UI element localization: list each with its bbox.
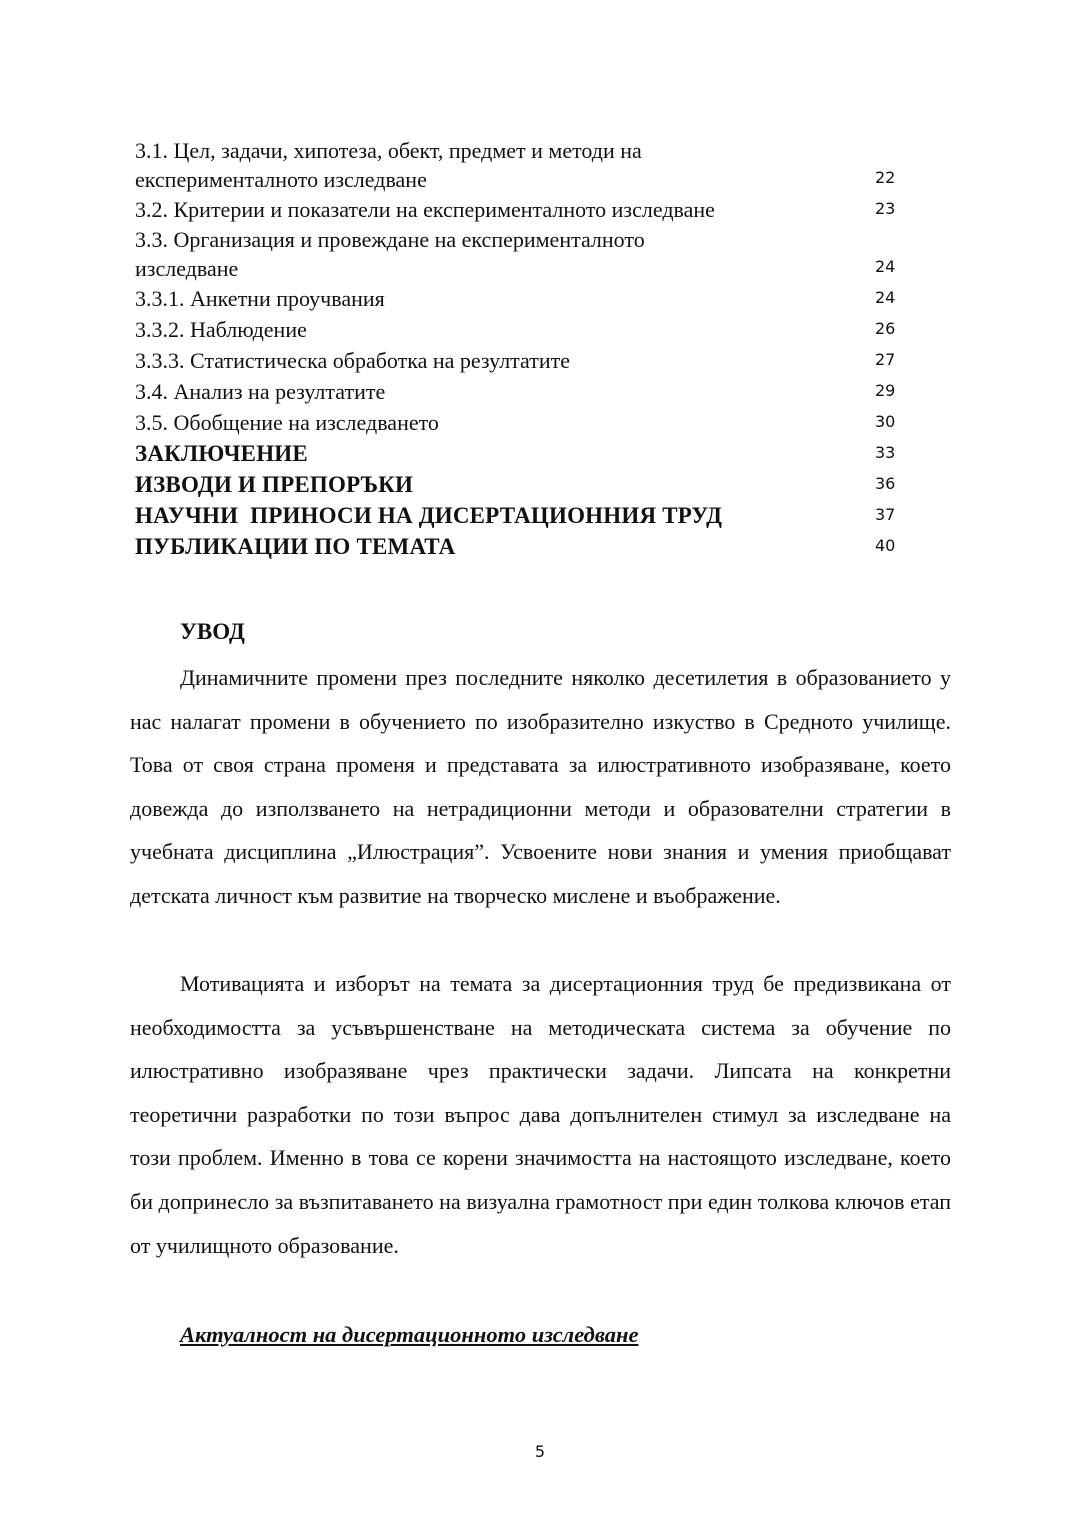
toc-entry-title-line2: експерименталното изследване [135,167,427,192]
toc-entry-page: 23 [875,199,896,218]
toc-entry-page: 30 [875,412,896,431]
toc-entry-page: 24 [875,288,896,307]
toc-entry-3-3-1 [135,283,905,314]
intro-paragraph-2: Мотивацията и изборът на темата за дисертационния труд бе предизвикана от необходимостта за усъвършенстване на методическата система за обучение по илюстративно изобразяване чрез практически задачи. Липсата на конкретни теоретични разработки по този въпрос дава допълнителен стимул за изследване на този проблем. Именно в това се корени значимостта на настоящото изследване, което би допринесло за възпитаването на визуална грамотност при един толкова ключов етап от училищното образование. [130,971,951,1258]
toc-entry-page: 26 [875,319,896,338]
toc-entry-page: 22 [875,168,896,187]
toc-entry-title: 3.3.1. Анкетни проучвания [135,286,385,311]
toc-entry-page: 29 [875,381,896,400]
intro-heading: УВОД [180,619,245,644]
toc-entry-title: ПУБЛИКАЦИИ ПО ТЕМАТА [135,534,456,559]
toc-entry-page: 27 [875,350,896,369]
toc-entry-page: 24 [875,257,896,276]
intro-paragraph-1: Динамичните промени през последните няколко десетилетия в образованието у нас налагат промени в обучението по изобразително изкуство в Средното училище. Това от своя страна променя и представата за илюстративното изобразяване, което довежда до използването на нетрадиционни методи и образователни стратегии в учебната дисциплина „Илюстрация”. Усвоените нови знания и умения приобщават детската личност към развитие на творческо мислене и въображение. [130,665,951,908]
toc-entry-3-3 [135,225,905,283]
toc-entry-page: 36 [875,474,896,493]
toc-entry-conclusion [135,438,905,469]
toc-entry-title: 3.5. Обобщение на изследването [135,410,439,435]
toc-entry-contributions [135,500,905,531]
toc-entry-title: НАУЧНИ ПРИНОСИ НА ДИСЕРТАЦИОННИЯ ТРУД [135,503,723,528]
toc-entry-publications [135,531,905,562]
toc-entry-page: 33 [875,443,896,462]
toc-entry-findings [135,469,905,500]
toc-entry-title: 3.3.2. Наблюдение [135,317,307,342]
toc-entry-title: ЗАКЛЮЧЕНИЕ [135,441,308,466]
toc-entry-page: 40 [875,536,896,555]
toc-entry-3-3-3 [135,345,905,376]
page-number: 5 [534,1442,546,1461]
toc-entry-3-3-2 [135,314,905,345]
toc-entry-title [135,225,855,283]
toc-entry-3-1 [135,136,905,194]
toc-entry-title-line1: 3.1. Цел, задачи, хипотеза, обект, предмет и методи на [135,138,642,163]
toc-entry-3-4 [135,376,905,407]
table-of-contents [135,136,905,562]
toc-entry-title: ИЗВОДИ И ПРЕПОРЪКИ [135,472,414,497]
toc-entry-3-5 [135,407,905,438]
toc-entry-title: 3.2. Критерии и показатели на експерименталното изследване [135,197,715,222]
toc-entry-title: 3.4. Анализ на резултатите [135,379,386,404]
toc-entry-title: 3.3.3. Статистическа обработка на резултатите [135,348,571,373]
toc-entry-3-2 [135,194,905,225]
toc-entry-title-line1: 3.3. Организация и провеждане на експерименталното [135,227,645,252]
relevance-section-heading: Актуалност на дисертационното изследване [180,1322,639,1347]
toc-entry-title [135,136,855,194]
toc-entry-page: 37 [875,505,896,524]
toc-entry-title-line2: изследване [135,256,239,281]
